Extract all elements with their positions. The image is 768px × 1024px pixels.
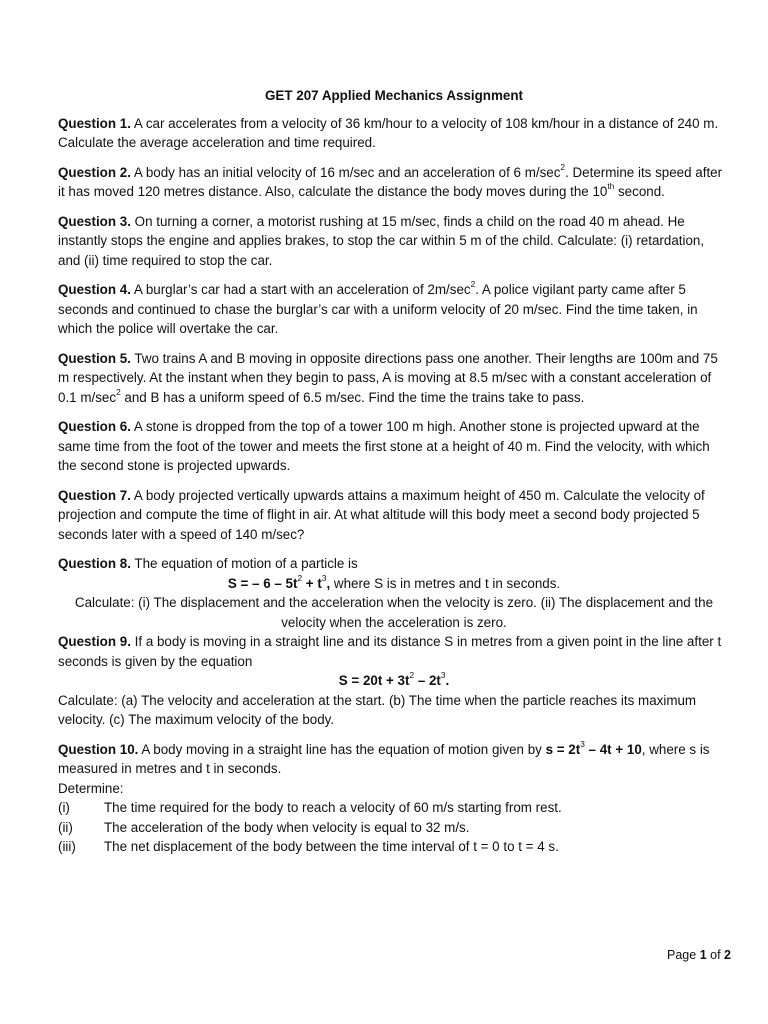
list-number: (i) [58, 800, 70, 815]
question-text: The equation of motion of a particle is [134, 556, 358, 571]
question-text: On turning a corner, a motorist rushing at 15 m/sec, finds a child on the road 40 m ahead. He instantly stops the engine and applies brakes, to stop the car within 5 m of the child. Calculate: (i) retardation, and (ii) time required to stop the car. [58, 213, 705, 268]
equation-part: S = 20t + 3t [338, 673, 410, 688]
question-text: A stone is dropped from the top of a tower 100 m high. Another stone is projected upward at the same time from the foot of the tower and meets the first stone at a height of 40 m. Find the velocity, with which the second stone is projected upwards. [58, 419, 710, 473]
question-label: Question 8. [58, 556, 131, 571]
question-4 [58, 280, 730, 339]
assignment-page [58, 86, 730, 867]
question-6 [58, 417, 730, 476]
question-label: Question 2. [58, 164, 131, 180]
question-7 [58, 486, 730, 545]
question-text: second. [614, 184, 665, 199]
question-label: Question 5. [58, 350, 131, 366]
equation-part: – 2t [414, 673, 441, 688]
list-item [58, 798, 730, 818]
question-1 [58, 114, 730, 153]
list-number: (iii) [58, 839, 76, 854]
question-label: Question 10. [58, 741, 139, 757]
equation-part: – 4t + 10 [584, 741, 642, 757]
equation [58, 671, 730, 691]
list-text: The net displacement of the body between the time interval of t = 0 to t = 4 s. [104, 839, 559, 854]
equation-part: s = 2t [545, 741, 581, 757]
question-label: Question 3. [58, 213, 131, 229]
question-text: A body projected vertically upwards attains a maximum height of 450 m. Calculate the velocity of projection and compute the time of flight in air. At what altitude will this body meet a second body projected 5 seconds later with a speed of 140 m/sec? [58, 487, 705, 542]
question-calculate: Calculate: (a) The velocity and acceleration at the start. (b) The time when the particle reaches its maximum velocity. (c) The maximum velocity of the body. [58, 692, 697, 727]
question-text: A body moving in a straight line has the equation of motion given by [141, 741, 542, 757]
question-label: Question 6. [58, 419, 131, 434]
question-text: and B has a uniform speed of 6.5 m/sec. Find the time the trains take to pass. [120, 389, 585, 405]
page-number [667, 946, 731, 966]
question-8 [58, 554, 730, 632]
question-text: . A police vigilant party came after 5 seconds and continued to chase the burglar’s car with a uniform velocity of 20 m/sec. Find the time taken, in which the police will overtake the car. [58, 282, 698, 336]
list-number: (ii) [58, 819, 73, 835]
question-text: . Determine its speed after it has moved 120 metres distance. Also, calculate the distance the body moves during the 10 [58, 164, 723, 199]
question-text: A car accelerates from a velocity of 36 km/hour to a velocity of 108 km/hour in a distance of 240 m. Calculate the average acceleration and time required. [58, 115, 719, 150]
page-word: Page [667, 948, 697, 962]
list-item [58, 837, 730, 857]
list-text: The time required for the body to reach a velocity of 60 m/s starting from rest. [104, 800, 562, 815]
page-title: GET 207 Applied Mechanics Assignment [265, 88, 523, 103]
equation [58, 574, 730, 594]
superscript: th [607, 181, 615, 192]
question-9 [58, 632, 730, 730]
question-label: Question 7. [58, 487, 131, 503]
superscript: 2 [409, 670, 415, 681]
question-text: A body has an initial velocity of 16 m/sec and an acceleration of 6 m/sec [133, 164, 561, 180]
page-total: 2 [724, 948, 731, 962]
of-word: of [710, 948, 721, 962]
question-text: If a body is moving in a straight line and its distance S in metres from a given point in the line after t seconds is given by the equation [58, 634, 722, 669]
equation-part: + t [302, 575, 322, 591]
superscript: 2 [116, 386, 121, 397]
determine-label: Determine: [58, 780, 124, 796]
question-text: Two trains A and B moving in opposite directions pass one another. Their lengths are 100m and 75 m respectively. At the instant when they begin to pass, A is moving at 8.5 m/sec with a constant acceleration of 0.1 m/sec [58, 350, 718, 405]
equation-part: S = – 6 – 5t [227, 575, 298, 591]
question-3 [58, 212, 730, 271]
superscript: 3 [580, 738, 585, 749]
question-10 [58, 740, 730, 857]
equation-note: , where s is measured in metres and t in seconds. [58, 741, 710, 776]
superscript: 2 [297, 572, 303, 583]
page-current: 1 [699, 948, 707, 962]
list-item [58, 818, 730, 838]
question-label: Question 4. [58, 282, 131, 297]
question-label: Question 9. [58, 634, 131, 649]
list-text: The acceleration of the body when velocity is equal to 32 m/s. [104, 819, 470, 835]
question-calculate: Calculate: (i) The displacement and the acceleration when the velocity is zero. (ii) The displacement and the velocity when the acceleration is zero. [74, 595, 714, 630]
superscript: 3 [321, 572, 327, 583]
equation-part: , [326, 575, 331, 591]
question-5 [58, 349, 730, 408]
equation-part: . [445, 673, 450, 688]
question-text: A burglar’s car had a start with an acceleration of 2m/sec [133, 282, 471, 297]
equation-note: where S is in metres and t in seconds. [330, 575, 561, 591]
question-label: Question 1. [58, 115, 131, 131]
question-2 [58, 163, 730, 202]
superscript: 2 [470, 279, 476, 290]
superscript: 2 [560, 161, 566, 172]
superscript: 3 [440, 670, 446, 681]
